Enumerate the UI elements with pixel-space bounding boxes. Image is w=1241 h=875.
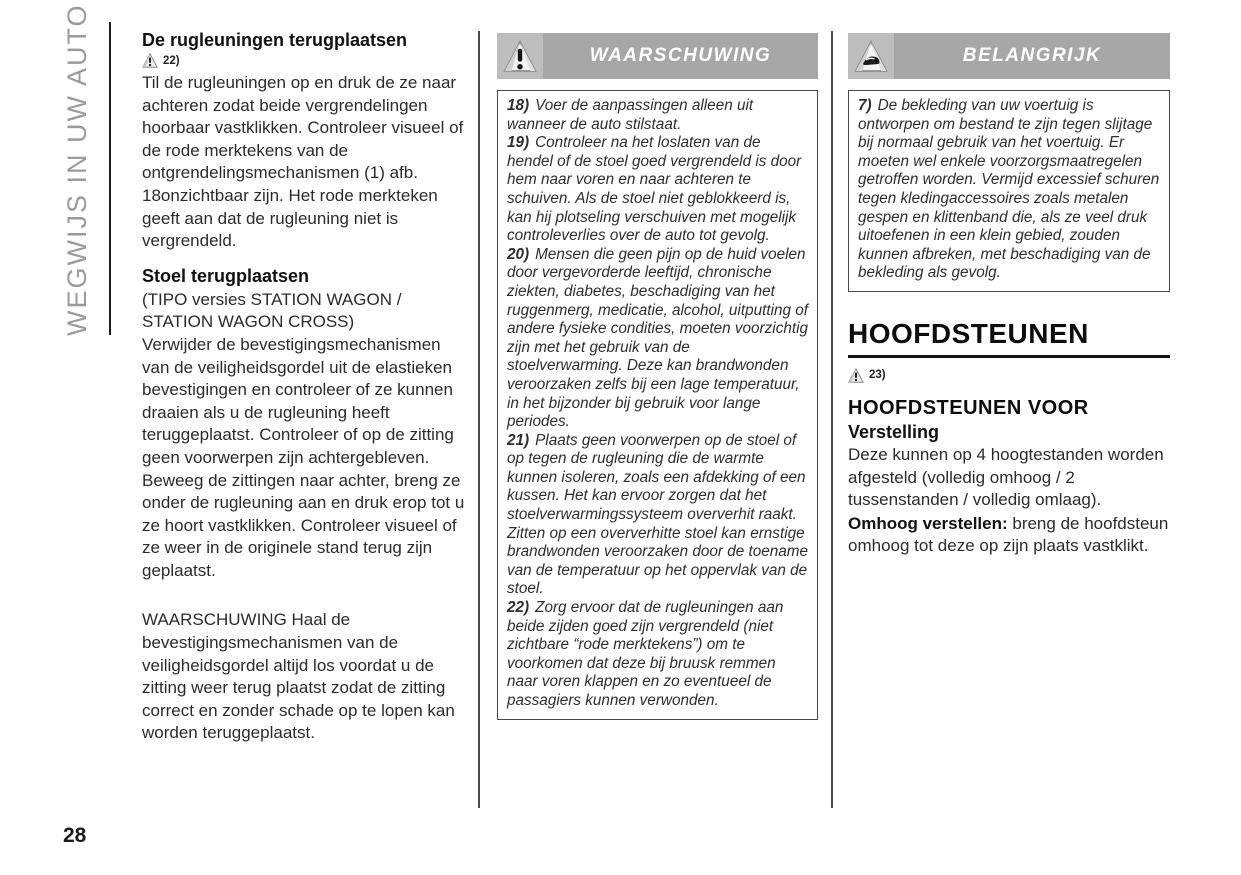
note-number: 23): [869, 369, 886, 382]
sidebar-divider-line: [109, 22, 111, 335]
omhoog-verstellen-text: breng de hoofdsteun omhoog tot deze op zijn plaats vastklikt.: [848, 513, 1169, 556]
subsection-title-hoofdsteunen-voor: HOOFDSTEUNEN VOOR: [848, 396, 1089, 419]
chapter-vertical-label: WEGWIJS IN UW AUTO: [62, 3, 92, 336]
heading-verstelling: Verstelling: [848, 421, 940, 442]
warning-item: [507, 599, 809, 711]
warning-triangle-icon: [848, 368, 864, 383]
heading-stoel-terugplaatsen: Stoel terugplaatsen: [142, 265, 310, 286]
omhoog-verstellen-lead: Omhoog verstellen:: [848, 513, 1008, 533]
warning-item-number: 22): [507, 599, 530, 617]
warning-item-text: Mensen die geen pijn op de huid voelen door vergevorderde leeftijd, chronische ziekten, diabetes, beschadiging van het ruggenmerg, medicatie, alcohol, uitputting of andere fysieke condities, moeten voorzichtig zijn met het gebruik van de stoelverwarming. Deze kan brandwonden veroorzaken zelfs bij een lage temperatuur, in het bijzonder bij gebruik voor lange periodes.: [507, 245, 809, 431]
paragraph-tipo-versies: (TIPO versies STATION WAGON / STATION WAGON CROSS): [142, 289, 402, 332]
paragraph-rugleuningen: Til de rugleuningen op en druk de ze naar achteren zodat beide vergrendelingen hoorbaar vastklikken. Controleer visueel of de rode merktekens van de ontgrendelingsmechanismen (1) afb. 18onzichtbaar zijn. Het rode merkteken geeft aan dat de rugleuning niet is vergrendeld.: [142, 73, 464, 251]
warning-item: [507, 246, 809, 432]
warning-item-number: 18): [507, 97, 530, 114]
warning-panel-box: [497, 90, 818, 720]
warning-item-text: Controleer na het loslaten van de hendel of de stoel goed vergrendeld is door hem naar voren en naar achteren te schuiven. Als de stoel niet geblokkeerd is, kan hij plotseling verschuiven met mogelijk controleverlies over de auto tot gevolg.: [507, 134, 802, 245]
page-number: 28: [63, 824, 87, 847]
warning-note-ref-23: [848, 368, 1170, 383]
warning-item-number: 19): [507, 134, 530, 152]
important-banner-title: BELANGRIJK: [962, 45, 1102, 66]
heading-rugleuningen-terugplaatsen: De rugleuningen terugplaatsen: [142, 30, 408, 50]
important-item-text: De bekleding van uw voertuig is ontworpen om bestand te zijn tegen slijtage bij normaal gebruik van het voertuig. Er moeten wel enkele voorzorgsmaatregelen getroffen worden. Vermijd excessief schuren tegen kledingaccessoires zoals metalen gespen en klittenband die, als ze veel druk uitoefenen in een klein gebied, zouden kunnen afbreken, met beschadiging van de bekleding als gevolg.: [858, 97, 1160, 282]
warning-item: [507, 432, 809, 599]
important-banner: [848, 33, 1170, 79]
warning-item-text: Zorg ervoor dat de rugleuningen aan beide zijden goed zijn vergrendeld (niet zichtbare “rode merktekens”) om te voorkomen dat deze bij bruusk remmen naar voren klappen en zo eventueel de passagiers kunnen verwonden.: [507, 599, 784, 709]
warning-panel: [497, 33, 818, 720]
warning-item-text: Plaats geen voorwerpen op de stoel of op tegen de rugleuning die de warmte kunnen isoleren, zoals een afdekking of een kussen. Het kan ervoor zorgen dat het stoelverwarmingssysteem oververhit raakt. Zitten op een oververhitte stoel kan ernstige brandwonden veroorzaken door de toename van de temperatuur op het oppervlak van de stoel.: [507, 431, 809, 598]
warning-item: [507, 97, 809, 134]
column-divider-left: [478, 31, 480, 808]
paragraph-omhoog-verstellen: [848, 513, 1170, 558]
column-seats: [142, 30, 466, 745]
warning-banner: [497, 33, 818, 79]
important-and-headrests-column: [848, 33, 1170, 558]
column-divider-right: [831, 31, 833, 808]
warning-note-ref-22: [142, 53, 466, 68]
important-panel-box: [848, 90, 1170, 292]
paragraph-waarschuwing-haal: WAARSCHUWING Haal de bevestigingsmechanismen van de veiligheidsgordel altijd los voordat u de zitting weer terug plaatst zodat de zitting correct en zonder schade op te lopen kan worden teruggeplaatst.: [142, 610, 455, 743]
important-triangle-icon: [848, 33, 894, 79]
paragraph-hoogtestanden: Deze kunnen op 4 hoogtestanden worden afgesteld (volledig omhoog / 2 tussenstanden / volledig omlaag).: [848, 444, 1164, 510]
warning-item-number: 21): [507, 431, 530, 449]
warning-triangle-icon: [142, 53, 158, 68]
important-item-number: 7): [858, 97, 872, 114]
important-item: [858, 97, 1161, 283]
note-number: 22): [163, 54, 180, 67]
section-title-hoofdsteunen: HOOFDSTEUNEN: [848, 318, 1170, 358]
warning-item: [507, 134, 809, 246]
warning-triangle-icon: [497, 33, 543, 79]
paragraph-stoel-terugplaatsen: Verwijder de bevestigingsmechanismen van de veiligheidsgordel uit de elastieken bevestigingen en controleer of ze kunnen draaien als u de rugleuning heeft teruggeplaatst. Controleer of op de zitting geen voorwerpen zijn achtergebleven. Beweeg de zittingen naar achter, breng ze onder de rugleuning aan en druk erop tot u ze hoort vastklikken. Controleer visueel of ze weer in de originele stand terug zijn geplaatst.: [142, 334, 465, 580]
warning-banner-title: WAARSCHUWING: [589, 45, 772, 66]
warning-item-number: 20): [507, 245, 530, 263]
warning-item-text: Voer de aanpassingen alleen uit wanneer de auto stilstaat.: [507, 97, 754, 133]
